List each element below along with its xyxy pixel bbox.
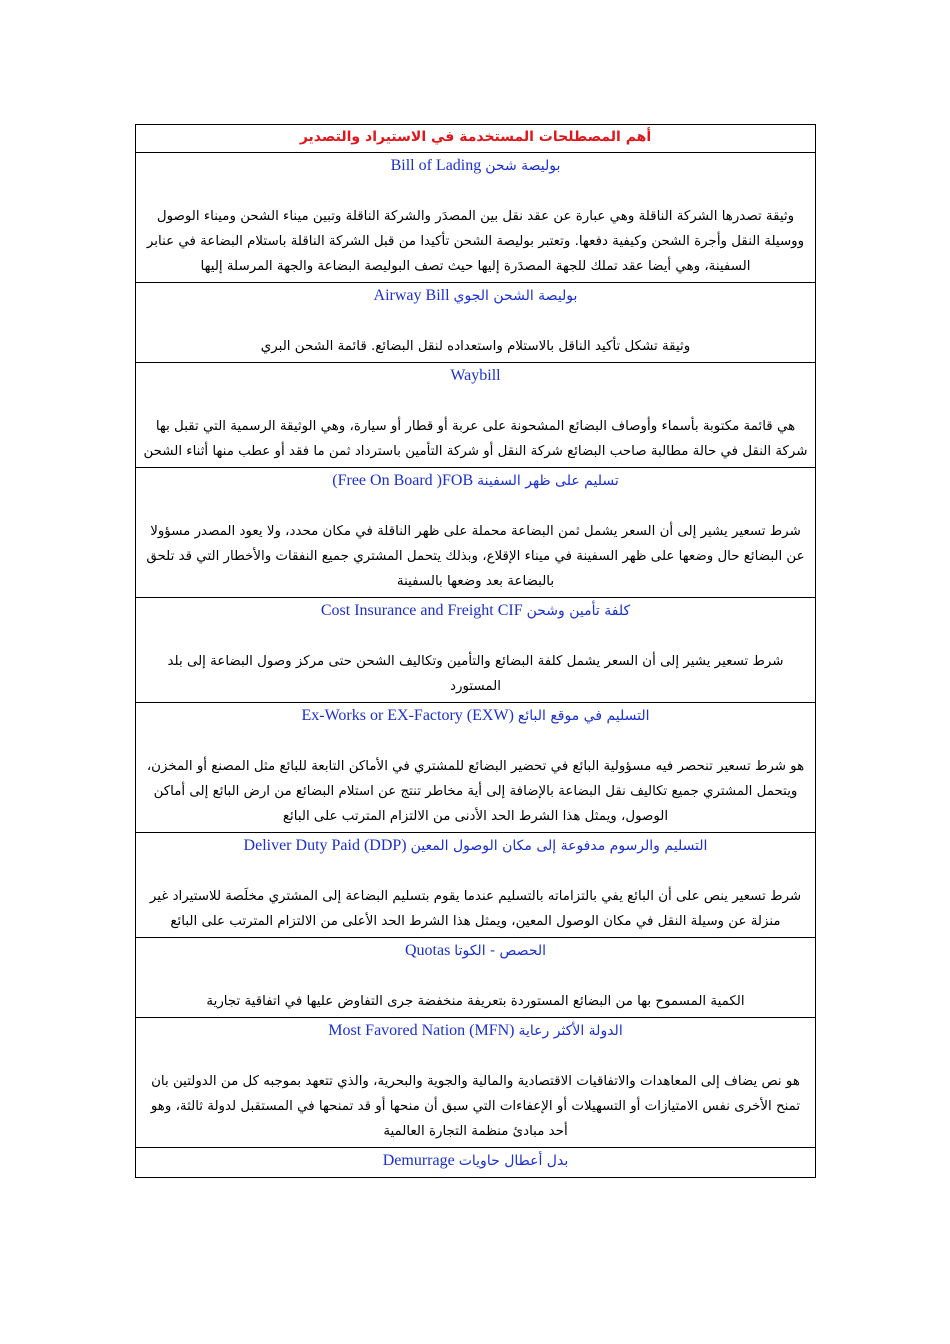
term-spacer bbox=[142, 624, 809, 649]
term-row bbox=[136, 363, 816, 468]
term-spacer bbox=[142, 729, 809, 754]
term-cell bbox=[136, 598, 816, 703]
term-row bbox=[136, 468, 816, 598]
term-english: Most Favored Nation (MFN) bbox=[328, 1022, 515, 1039]
term-arabic: بوليصة الشحن الجوي bbox=[453, 288, 578, 304]
term-row bbox=[136, 703, 816, 833]
term-description: شرط تسعير يشير إلى أن السعر يشمل كلفة البضائع والتأمين وتكاليف الشحن حتى مركز وصول البضاعة إلى بلد المستورد bbox=[167, 654, 784, 694]
term-cell bbox=[136, 1148, 816, 1178]
term-english: Quotas bbox=[404, 942, 451, 959]
term-spacer bbox=[142, 494, 809, 519]
term-heading bbox=[142, 153, 809, 179]
glossary-title: أهم المصطلحات المستخدمة في الاستيراد والتصدير bbox=[136, 125, 816, 153]
term-description: الكمية المسموح بها من البضائع المستوردة بتعريفة منخفضة جرى التفاوض عليها في اتفاقية تجارية bbox=[206, 994, 745, 1009]
term-spacer bbox=[142, 389, 809, 414]
term-arabic: الحصص - الكوتا bbox=[454, 943, 547, 959]
term-heading bbox=[142, 363, 809, 389]
term-cell bbox=[136, 363, 816, 468]
term-description: هو نص يضاف إلى المعاهدات والاتفاقيات الاقتصادية والمالية والجوية والبحرية، والذي تتعهد بموجبه كل من الدولتين بان تمنح الأخرى نفس الامتيازات أو التسهيلات أو الإعفاءات التي سبق أن منحها أو قد تمنحها في المستقبل لدولة ثالثة، وهو أحد مبادئ منظمة التجارة العالمية bbox=[150, 1074, 801, 1139]
term-description: وثيقة تشكل تأكيد الناقل بالاستلام واستعداده لنقل البضائع. قائمة الشحن البري bbox=[260, 339, 691, 354]
term-english: Waybill bbox=[450, 367, 501, 384]
term-english: Airway Bill bbox=[373, 287, 450, 304]
term-description: وثيقة تصدرها الشركة الناقلة وهي عبارة عن عقد نقل بين المصدَر والشركة الناقلة وتبين ميناء الشحن وميناء الوصول ووسيلة النقل وأجرة الشحن وكيفية دفعها. وتعتبر بوليصة الشحن تأكيدا من قبل الشركة الناقلة باستلام البضاعة في عنابر السفينة، وهي أيضا عقد تملك للجهة المصدَرة إليها حيث تصف البوليصة البضاعة والجهة المرسلة إليها bbox=[146, 209, 805, 274]
term-spacer bbox=[142, 964, 809, 989]
term-row bbox=[136, 833, 816, 938]
term-row bbox=[136, 153, 816, 283]
term-spacer bbox=[142, 179, 809, 204]
glossary-body bbox=[136, 125, 816, 1178]
term-heading bbox=[142, 468, 809, 494]
term-english: Cost Insurance and Freight CIF bbox=[320, 602, 523, 619]
term-arabic: التسليم والرسوم مدفوعة إلى مكان الوصول المعين bbox=[410, 838, 708, 854]
term-arabic: الدولة الأكثر رعاية bbox=[518, 1023, 623, 1039]
term-row bbox=[136, 283, 816, 363]
term-arabic: كلفة تأمين وشحن bbox=[526, 603, 631, 619]
term-cell bbox=[136, 833, 816, 938]
term-heading bbox=[142, 833, 809, 859]
term-cell bbox=[136, 703, 816, 833]
term-english: Ex-Works or EX-Factory (EXW) bbox=[301, 707, 514, 724]
term-heading bbox=[142, 598, 809, 624]
term-english: Bill of Lading bbox=[390, 157, 482, 174]
term-row bbox=[136, 1018, 816, 1148]
term-arabic: تسليم على ظهر السفينة bbox=[477, 473, 619, 489]
term-cell bbox=[136, 1018, 816, 1148]
term-cell bbox=[136, 153, 816, 283]
term-spacer bbox=[142, 1044, 809, 1069]
term-cell bbox=[136, 283, 816, 363]
term-heading bbox=[142, 1148, 809, 1174]
term-arabic: التسليم في موقع البائع bbox=[517, 708, 650, 724]
term-arabic: بوليصة شحن bbox=[485, 158, 561, 174]
term-row bbox=[136, 1148, 816, 1178]
term-description: هو شرط تسعير تنحصر فيه مسؤولية البائع في تحضير البضائع للمشتري في الأماكن التابعة للبائع مثل المصنع أو المخزن، ويتحمل المشتري جميع تكاليف نقل البضاعة بالإضافة إلى أية مخاطر تنتج عن استلام البضائع من ارض البائع إلى أماكن الوصول، ويمثل هذا الشرط الحد الأدنى من الالتزام المترتب على البائع bbox=[146, 759, 805, 824]
term-spacer bbox=[142, 309, 809, 334]
term-heading bbox=[142, 1018, 809, 1044]
term-cell bbox=[136, 468, 816, 598]
term-heading bbox=[142, 938, 809, 964]
term-spacer bbox=[142, 859, 809, 884]
term-heading bbox=[142, 703, 809, 729]
term-english: Deliver Duty Paid (DDP) bbox=[243, 837, 407, 854]
term-cell bbox=[136, 938, 816, 1018]
term-row bbox=[136, 938, 816, 1018]
term-heading bbox=[142, 283, 809, 309]
term-description: هي قائمة مكتوبة بأسماء وأوصاف البضائع المشحونة على عربة أو قطار أو سيارة، وهي الوثيقة الرسمية التي تقبل بها شركة النقل في حالة مطالبة صاحب البضائع شركة النقل أو شركة التأمين باسترداد ثمن ما فقد أو عطب منها أثناء الشحن bbox=[143, 419, 808, 459]
glossary-table bbox=[135, 124, 816, 1178]
term-description: شرط تسعير ينص على أن البائع يفي بالتزاماته بالتسليم عندما يقوم بتسليم البضاعة إلى المشتري مخلَصة للاستيراد غير منزلة عن وسيلة النقل في مكان الوصول المعين، ويمثل هذا الشرط الحد الأعلى من الالتزام المترتب على البائع bbox=[149, 889, 802, 929]
term-description: شرط تسعير يشير إلى أن السعر يشمل ثمن البضاعة محملة على ظهر الناقلة في مكان محدد، ولا يعود المصدر مسؤولا عن البضائع حال وضعها على ظهر السفينة في ميناء الإقلاع، وبذلك يتحمل المشتري جميع النفقات والأخطار التي قد تلحق بالبضاعة بعد وضعها بالسفينة bbox=[146, 524, 805, 589]
title-row bbox=[136, 125, 816, 153]
term-row bbox=[136, 598, 816, 703]
term-english: Demurrage bbox=[382, 1152, 455, 1169]
term-arabic: بدل أعطال حاويات bbox=[458, 1153, 569, 1169]
term-english: Free On Board )FOB) bbox=[332, 472, 474, 489]
